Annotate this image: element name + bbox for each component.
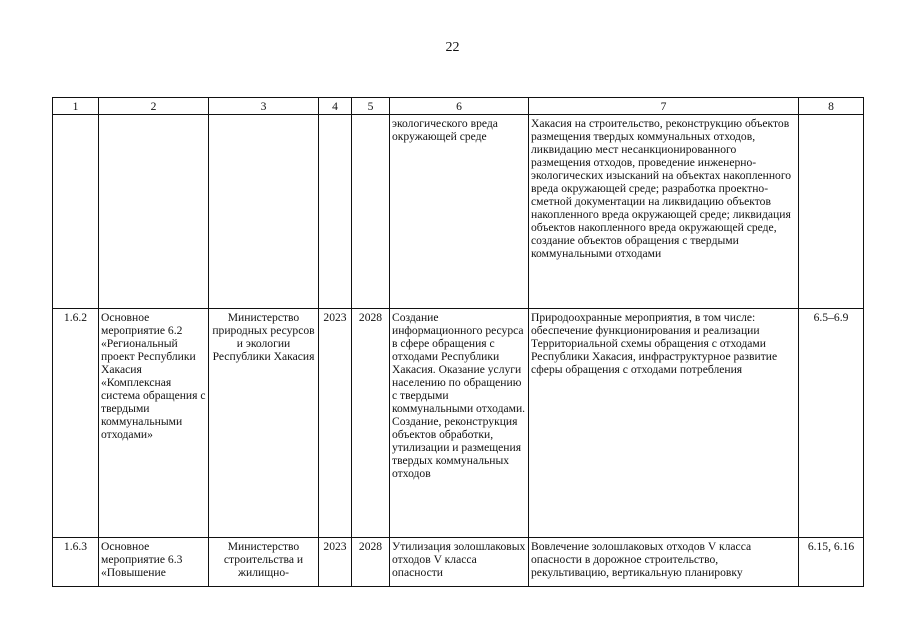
header-cell: 4 bbox=[319, 98, 352, 115]
header-cell: 3 bbox=[209, 98, 319, 115]
header-cell: 7 bbox=[529, 98, 799, 115]
cell-indicators bbox=[799, 115, 864, 309]
header-cell: 5 bbox=[352, 98, 390, 115]
cell-event: Основное мероприятие 6.2 «Региональный проект Республики Хакасия «Комплексная система обращения с твердыми коммунальными отходами» bbox=[99, 309, 209, 538]
cell-event bbox=[99, 115, 209, 309]
header-cell: 6 bbox=[390, 98, 529, 115]
cell-directions: Вовлечение золошлаковых отходов V класса опасности в дорожное строительство, рекультивацию, вертикальную планировку bbox=[529, 538, 799, 587]
table-row bbox=[53, 115, 864, 309]
cell-indicators: 6.15, 6.16 bbox=[799, 538, 864, 587]
cell-end-year bbox=[352, 115, 390, 309]
cell-result: Создание информационного ресурса в сфере обращения с отходами Республики Хакасия. Оказание услуги населению по обращению с твердыми коммунальными отходами. Создание, реконструкция объектов обработки, утилизации и размещения твердых коммунальных отходов bbox=[390, 309, 529, 538]
cell-executor: Министерство природных ресурсов и экологии Республики Хакасия bbox=[209, 309, 319, 538]
cell-result: Утилизация золошлаковых отходов V класса опасности bbox=[390, 538, 529, 587]
table-header-row bbox=[53, 98, 864, 115]
cell-end-year: 2028 bbox=[352, 538, 390, 587]
cell-event: Основное мероприятие 6.3 «Повышение bbox=[99, 538, 209, 587]
cell-number: 1.6.3 bbox=[53, 538, 99, 587]
header-cell: 1 bbox=[53, 98, 99, 115]
header-cell: 2 bbox=[99, 98, 209, 115]
cell-number: 1.6.2 bbox=[53, 309, 99, 538]
cell-end-year: 2028 bbox=[352, 309, 390, 538]
cell-result: экологического вреда окружающей среде bbox=[390, 115, 529, 309]
table-row bbox=[53, 538, 864, 587]
cell-executor bbox=[209, 115, 319, 309]
header-cell: 8 bbox=[799, 98, 864, 115]
cell-number bbox=[53, 115, 99, 309]
cell-start-year: 2023 bbox=[319, 309, 352, 538]
cell-start-year: 2023 bbox=[319, 538, 352, 587]
cell-directions: Хакасия на строительство, реконструкцию объектов размещения твердых коммунальных отходов, ликвидацию мест несанкционированного размещения отходов, проведение инженерно-экологических изысканий на объектах накопленного вреда окружающей среде; разработка проектно-сметной документации на ликвидацию объектов накопленного вреда окружающей среде; ликвидация объектов накопленного вреда окружающей среде, создание объектов обращения с твердыми коммунальными отходами bbox=[529, 115, 799, 309]
cell-indicators: 6.5–6.9 bbox=[799, 309, 864, 538]
cell-directions: Природоохранные мероприятия, в том числе: обеспечение функционирования и реализации Территориальной схемы обращения с отходами Республики Хакасия, инфраструктурное развитие сферы обращения с отходами потребления bbox=[529, 309, 799, 538]
cell-executor: Министерство строительства и жилищно- bbox=[209, 538, 319, 587]
page-number: 22 bbox=[445, 40, 460, 55]
program-table bbox=[52, 97, 864, 587]
cell-start-year bbox=[319, 115, 352, 309]
table-row bbox=[53, 309, 864, 538]
